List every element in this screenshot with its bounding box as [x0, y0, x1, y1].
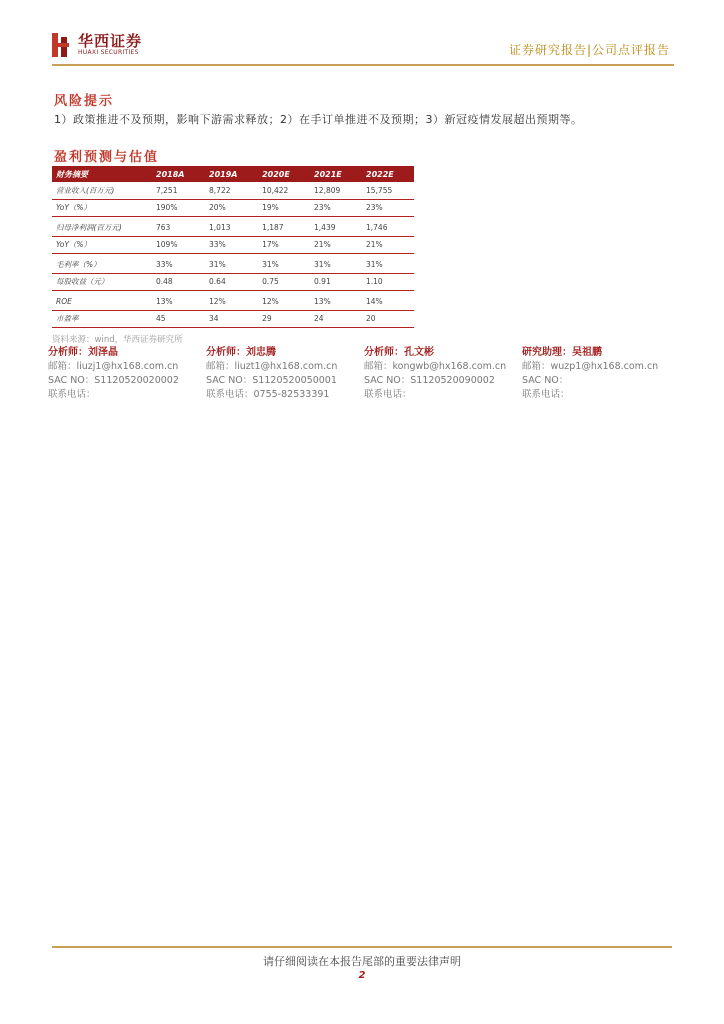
table-row [52, 219, 414, 236]
table-row [52, 310, 414, 328]
analyst-card [206, 346, 366, 402]
table-cell: 14% [362, 293, 414, 310]
forecast-table [52, 166, 414, 328]
table-row [52, 293, 414, 310]
table-cell: 190% [152, 199, 205, 217]
company-logo [52, 33, 142, 57]
row-label: 归母净利润(百万元) [52, 219, 152, 236]
analyst-card [364, 346, 524, 402]
footer-divider [52, 946, 672, 948]
table-row [52, 273, 414, 291]
table-cell: 23% [310, 199, 362, 217]
logo-mark-icon [52, 33, 72, 57]
analyst-title: 分析师：刘泽晶 [48, 347, 118, 358]
table-cell: 21% [310, 236, 362, 254]
table-cell: 13% [310, 293, 362, 310]
table-cell: 15,755 [362, 182, 414, 199]
table-cell: 8,722 [205, 182, 258, 199]
table-cell: 19% [258, 199, 310, 217]
table-cell: 24 [310, 310, 362, 328]
row-label: YoY（%） [52, 199, 152, 217]
row-label: YoY（%） [52, 236, 152, 254]
analyst-phone: 联系电话： [522, 389, 570, 400]
table-cell: 20 [362, 310, 414, 328]
table-cell: 20% [205, 199, 258, 217]
table-cell: 12% [258, 293, 310, 310]
table-cell: 763 [152, 219, 205, 236]
table-cell: 29 [258, 310, 310, 328]
risk-text: 1）政策推进不及预期，影响下游需求释放；2）在手订单推进不及预期；3）新冠疫情发展超出预期等。 [54, 113, 583, 126]
table-header-row [52, 166, 414, 182]
table-row [52, 182, 414, 199]
table-row [52, 236, 414, 254]
table-cell: 31% [258, 256, 310, 273]
page-header [52, 33, 674, 65]
table-cell: 109% [152, 236, 205, 254]
analyst-sac: SAC NO：S1120520050001 [206, 375, 337, 386]
logo-english-name: HUAXI SECURITIES [78, 49, 139, 56]
table-cell: 1,439 [310, 219, 362, 236]
header-cell: 2021E [310, 166, 362, 182]
analyst-email[interactable]: 邮箱：liuzj1@hx168.com.cn [48, 361, 179, 372]
analyst-email[interactable]: 邮箱：liuzt1@hx168.com.cn [206, 361, 338, 372]
table-cell: 7,251 [152, 182, 205, 199]
row-label: 市盈率 [52, 310, 152, 328]
table-cell: 12,809 [310, 182, 362, 199]
analyst-email[interactable]: 邮箱：wuzp1@hx168.com.cn [522, 361, 659, 372]
row-label: 营业收入(百万元) [52, 182, 152, 199]
header-cell: 2019A [205, 166, 258, 182]
table-row [52, 256, 414, 273]
analyst-sac: SAC NO： [522, 375, 569, 386]
analyst-sac: SAC NO：S1120520090002 [364, 375, 495, 386]
table-cell: 31% [362, 256, 414, 273]
analyst-phone: 联系电话：0755-82533391 [206, 389, 330, 400]
table-cell: 31% [310, 256, 362, 273]
table-cell: 21% [362, 236, 414, 254]
analyst-card [522, 346, 682, 402]
analyst-sac: SAC NO：S1120520020002 [48, 375, 179, 386]
header-cell: 2020E [258, 166, 310, 182]
risk-title: 风险提示 [54, 94, 115, 109]
header-cell: 2018A [152, 166, 205, 182]
table-cell: 23% [362, 199, 414, 217]
table-cell: 0.75 [258, 273, 310, 291]
table-cell: 1,746 [362, 219, 414, 236]
table-cell: 17% [258, 236, 310, 254]
table-cell: 0.48 [152, 273, 205, 291]
analyst-title: 分析师：刘忠腾 [206, 347, 276, 358]
table-cell: 10,422 [258, 182, 310, 199]
row-label: ROE [52, 293, 152, 310]
footer-disclaimer: 请仔细阅读在本报告尾部的重要法律声明 [263, 955, 461, 968]
report-type: 证券研究报告|公司点评报告 [508, 43, 670, 57]
analyst-title: 研究助理：吴祖鹏 [522, 347, 602, 358]
table-cell: 0.64 [205, 273, 258, 291]
page-number: 2 [358, 970, 366, 981]
table-cell: 33% [205, 236, 258, 254]
table-cell: 0.91 [310, 273, 362, 291]
table-cell: 31% [205, 256, 258, 273]
table-source: 资料来源：wind，华西证券研究所 [52, 335, 183, 345]
analyst-phone: 联系电话： [364, 389, 412, 400]
forecast-title: 盈利预测与估值 [54, 150, 160, 165]
table-cell: 13% [152, 293, 205, 310]
table-cell: 12% [205, 293, 258, 310]
table-row [52, 199, 414, 217]
analyst-phone: 联系电话： [48, 389, 96, 400]
table-cell: 33% [152, 256, 205, 273]
analyst-card [48, 346, 208, 402]
row-label: 毛利率（%） [52, 256, 152, 273]
table-cell: 34 [205, 310, 258, 328]
row-label: 每股收益（元） [52, 273, 152, 291]
analyst-email[interactable]: 邮箱：kongwb@hx168.com.cn [364, 361, 507, 372]
table-cell: 1,187 [258, 219, 310, 236]
table-cell: 45 [152, 310, 205, 328]
analyst-title: 分析师：孔文彬 [364, 347, 434, 358]
table-cell: 1,013 [205, 219, 258, 236]
header-cell: 财务摘要 [52, 166, 152, 182]
logo-chinese-name: 华西证券 [78, 32, 143, 50]
header-cell: 2022E [362, 166, 414, 182]
table-cell: 1.10 [362, 273, 414, 291]
header-divider [52, 64, 674, 66]
